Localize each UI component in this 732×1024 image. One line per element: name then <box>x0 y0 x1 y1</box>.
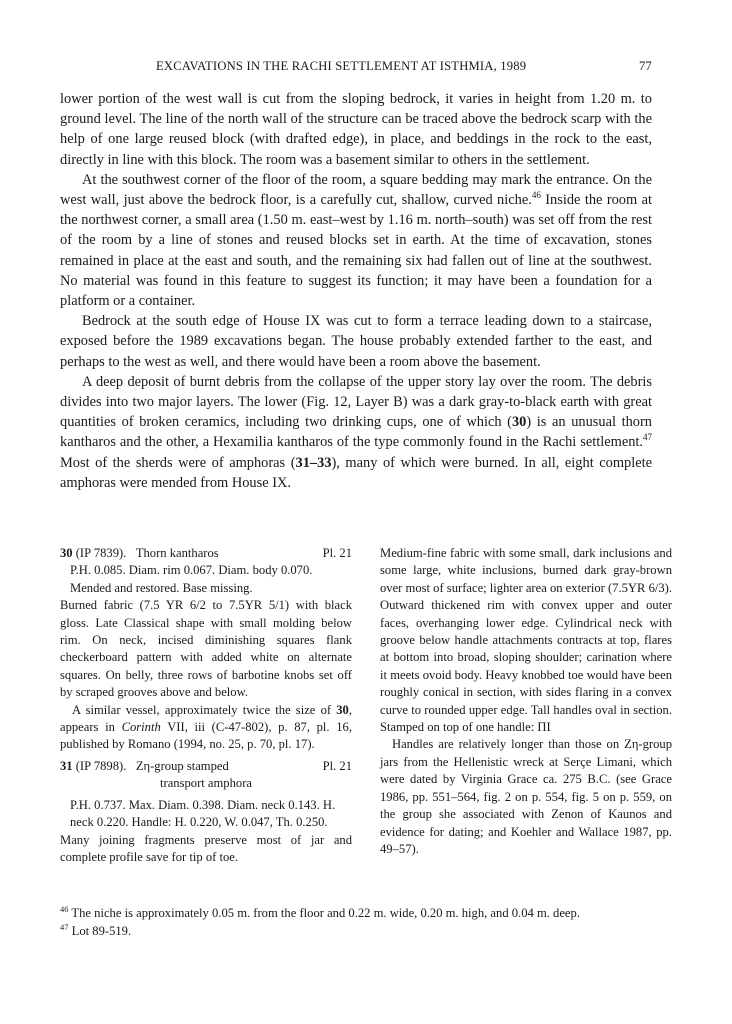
catalogue-column-right <box>380 545 672 858</box>
footnote-46 <box>60 905 700 923</box>
footnote-text: The niche is approximately 0.05 m. from the floor and 0.22 m. wide, 0.20 m. high, and 0.04 m. deep. <box>68 906 580 920</box>
footnotes <box>60 905 700 940</box>
catalogue-ref-30: 30 <box>511 414 527 431</box>
paragraph-2-text-a: At the southwest corner of the floor of the room, a square bedding may mark the entrance. On the west wall, just above the bedrock floor, is a carefully cut, shallow, curved niche. <box>60 171 652 209</box>
catalogue-number-30: 30 <box>60 546 73 560</box>
paragraph-4 <box>60 372 652 493</box>
comparison-text-c: VII, iii (C-47-802), p. 87, pl. 16, published by Romano (1994, no. 25, p. 70, pl. 17). <box>60 720 352 752</box>
object-name: Zη-group stamped <box>135 758 229 773</box>
footnote-ref-47[interactable]: 47 <box>643 432 652 443</box>
comparison-title: Corinth <box>121 720 161 735</box>
comparison-text-b: , appears in <box>60 702 352 735</box>
footnote-number: 47 <box>60 921 69 932</box>
running-head <box>60 59 652 77</box>
measurements: P.H. 0.085. Diam. rim 0.067. Diam. body 0.070. <box>70 563 313 578</box>
paragraph-4-text-c: Most of the sherds were of amphoras ( <box>60 454 296 471</box>
inventory-number: (IP 7839). <box>72 546 127 560</box>
measurements: P.H. 0.737. Max. Diam. 0.398. Diam. neck 0.143. H. neck 0.220. Handle: H. 0.220, W. 0.047, Th. 0.250. <box>70 797 336 830</box>
description: Burned fabric (7.5 YR 6/2 to 7.5YR 5/1) with black gloss. Late Classical shape with small molding below rim. On neck, incised diminishing squares flank checkerboard pattern with added white on alternate squares. On belly, three rows of barbotine knobs set off by scraped grooves above and below. <box>60 598 352 700</box>
running-head-title: EXCAVATIONS IN THE RACHI SETTLEMENT AT ISTHMIA, 1989 <box>156 59 527 73</box>
inventory-number: (IP 7898). <box>72 758 127 773</box>
comparison <box>60 702 352 754</box>
footnote-ref-46[interactable]: 46 <box>531 190 541 201</box>
object-name: Thorn kantharos <box>135 546 219 560</box>
paragraph-2-text-b: Inside the room at the northwest corner, a small area (1.50 m. east–west by 1.16 m. north–south) was set off from the rest of the room by a line of stones and reused blocks set in earth. At the time of excavation, stones remained in place at the east and south, and the remaining six had fallen out of line at the southwest. No material was found in this feature to suggest its function; it may have been a foundation for a platform or a container. <box>60 192 652 310</box>
main-body-text <box>60 89 652 493</box>
footnote-text: Lot 89-519. <box>68 923 132 938</box>
paragraph-4-text-d: ), many of which were burned. In all, eight complete amphoras were mended from House IX. <box>60 454 652 491</box>
plate-reference: Pl. 21 <box>322 758 352 773</box>
paragraph-1: lower portion of the west wall is cut from the sloping bedrock, it varies in height from 1.20 m. to ground level. The line of the north wall of the structure can be traced above the bedrock scarp with the help of one large reused block (with drafted edge), in place, and beddings in the rock to the east, directly in line with this block. The room was a basement similar to others in the settlement. <box>60 91 652 168</box>
paragraph-4-text-b: ) is an unusual thorn kantharos and the other, a Hexamilia kantharos of the type commonly found in the Rachi settlement. <box>60 414 652 451</box>
condition: Many joining fragments preserve most of jar and complete profile save for tip of toe. <box>60 832 352 864</box>
comparison-number: 30 <box>336 702 349 717</box>
catalogue-number-31: 31 <box>60 758 73 773</box>
commentary: Handles are relatively longer than those on Zη-group jars from the Hellenistic wreck at Serçe Limani, which were dated by Virginia Grace ca. 275 B.C. (see Grace 1986, pp. 551–564, fig. 2 on p. 554, fig. 5 on p. 559, on the group she associated with Zenon of Kaunos and evidence for dating; and Koehler and Wallace 1987, pp. 49–57). <box>380 737 672 856</box>
condition: Mended and restored. Base missing. <box>70 580 253 595</box>
page-number: 77 <box>639 59 652 73</box>
object-name-continued: transport amphora <box>160 776 252 791</box>
paragraph-4-text-a: A deep deposit of burnt debris from the collapse of the upper story lay over the room. The debris divides into two major layers. The lower (Fig. 12, Layer B) was a dark gray-to-black earth with great quantities of broken ceramics, including two drinking cups, one of which ( <box>60 373 652 431</box>
catalogue-ref-31-33: 31–33 <box>295 454 332 471</box>
paragraph-3: Bedrock at the south edge of House IX was cut to form a terrace leading down to a staircase, exposed before the 1989 excavations began. The house probably extended farther to the east, and perhaps to the west as well, and there would have been a room above the basement. <box>60 313 652 370</box>
catalogue-entry-30-heading <box>60 545 352 562</box>
paragraph-2 <box>60 170 652 311</box>
fabric-description: Medium-fine fabric with some small, dark inclusions and some large, white inclusions, burned dark gray-brown over most of surface; lighter area on exterior (7.5YR 6/3). Outward thickened rim with convex upper and outer faces, overhanging lower edge. Cylindrical neck with groove below handle attachments contracts at top, flares at bottom into broad, sloping shoulder; carination where it meets ovoid body. Heavy knobbed toe would have been roughly conical in section, with sides flaring in a convex curve to rounded upper edge. Tall handles oval in section. Stamped on top of one handle: ΠΙ <box>380 546 673 735</box>
footnote-number: 46 <box>60 903 69 914</box>
catalogue-entry-31-heading <box>60 758 352 793</box>
catalogue-column-left <box>60 545 352 866</box>
comparison-text-a: A similar vessel, approximately twice the size of <box>72 702 337 717</box>
plate-reference: Pl. 21 <box>322 546 352 560</box>
footnote-47 <box>60 923 700 941</box>
